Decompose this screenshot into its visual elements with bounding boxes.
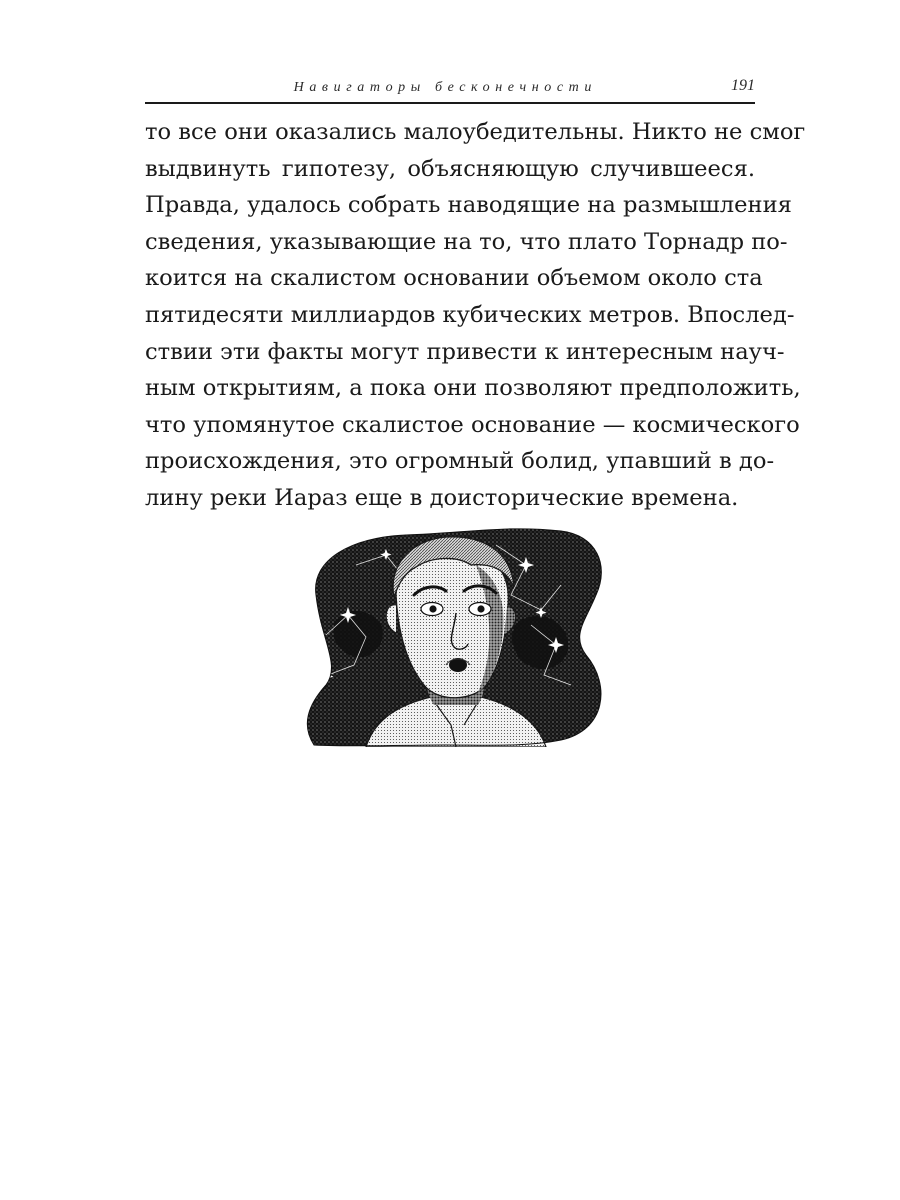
text-line: что упомянутое скалистое основание — космического [145,411,800,438]
text-line: сведения, указывающие на то, что плато Торнадр по- [145,228,788,255]
text-line: коится на скалистом основании объемом около ста [145,265,763,292]
text-line: выдвинуть гипотезу, объясняющую случившееся. [145,155,755,182]
running-header [145,76,755,104]
text-line: то все они оказались малоубедительны. Никто не смог [145,119,806,145]
text-line: пятидесяти миллиардов кубических метров. Впослед- [145,301,795,328]
header-rule [145,102,755,104]
text-line: ствии эти факты могут привести к интересным науч- [145,338,785,365]
portrait-illustration [296,525,612,747]
text-line: лину реки Иараз еще в доисторические времена. [145,484,739,511]
text-line: Правда, удалось собрать наводящие на размышления [145,192,792,219]
text-line: ным открытиям, а пока они позволяют предположить, [145,375,801,402]
body-paragraph [145,114,806,517]
page-number: 191 [731,77,755,94]
text-line: происхождения, это огромный болид, упавший в до- [145,448,775,475]
running-title: Навигаторы бесконечности [293,80,597,95]
